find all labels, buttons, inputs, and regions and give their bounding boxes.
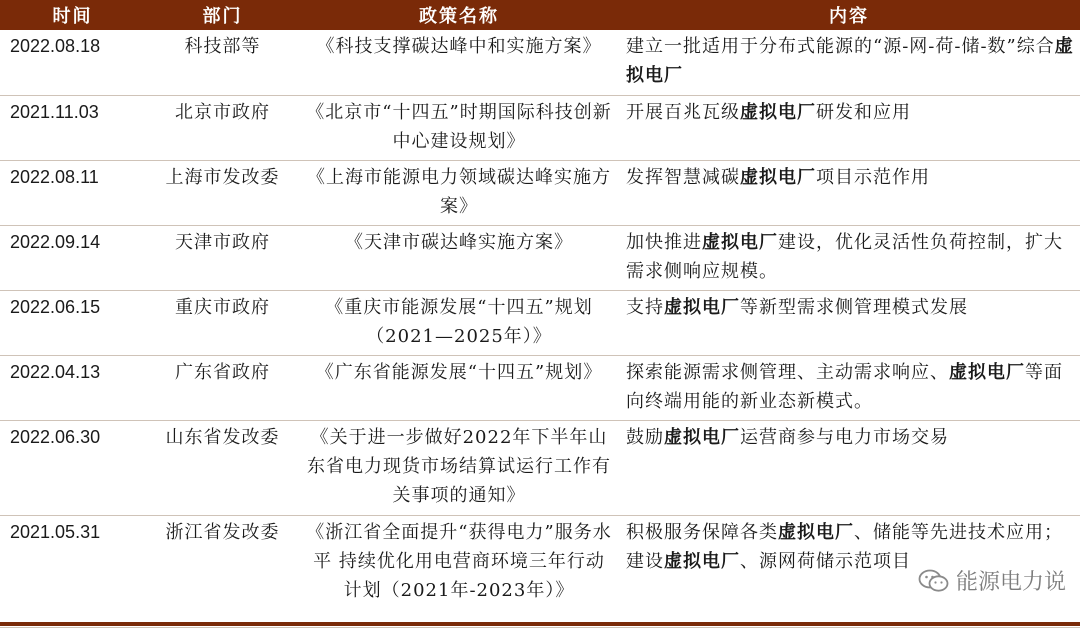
date-cell: 2022.06.15: [0, 290, 145, 355]
highlight-text: 虚拟电厂: [778, 521, 854, 543]
content-cell: [618, 160, 1080, 225]
department-cell: 天津市政府: [145, 225, 300, 290]
content-text: 积极服务保障各类: [626, 521, 778, 543]
content-cell: [618, 95, 1080, 160]
header-department: 部门: [145, 0, 300, 30]
table-row: [0, 355, 1080, 420]
date-cell: 2022.09.14: [0, 225, 145, 290]
header-content: 内容: [618, 0, 1080, 30]
content-text: 运营商参与电力市场交易: [740, 426, 949, 448]
policy-name-cell: 《天津市碳达峰实施方案》: [300, 225, 618, 290]
content-text: 建立一批适用于分布式能源的“源-网-荷-储-数”综合: [626, 36, 1055, 57]
policy-name-cell: 《北京市“十四五”时期国际科技创新中心建设规划》: [300, 95, 618, 160]
content-cell: [618, 225, 1080, 290]
highlight-text: 虚拟电厂: [949, 361, 1025, 383]
content-cell: [618, 30, 1080, 95]
highlight-text: 虚拟电厂: [664, 296, 740, 318]
table-row: [0, 160, 1080, 225]
policy-name-cell: 《重庆市能源发展“十四五”规划（2021—2025年）》: [300, 290, 618, 355]
content-text: 等新型需求侧管理模式发展: [740, 296, 968, 318]
content-text: 、储能等先进技术应用；建设: [626, 521, 1063, 572]
content-cell: [618, 355, 1080, 420]
content-text: 支持: [626, 296, 664, 318]
table-row: [0, 420, 1080, 515]
bottom-bar: [0, 622, 1080, 626]
content-text: 鼓励: [626, 426, 664, 448]
wechat-icon: [918, 568, 950, 594]
policy-name-cell: 《浙江省全面提升“获得电力”服务水平 持续优化用电营商环境三年行动计划（2021年-2023年）》: [300, 515, 618, 627]
highlight-text: 虚拟电厂: [740, 101, 816, 123]
policy-name-cell: 《上海市能源电力领域碳达峰实施方案》: [300, 160, 618, 225]
date-cell: 2022.06.30: [0, 420, 145, 515]
department-cell: 广东省政府: [145, 355, 300, 420]
highlight-text: 虚拟电厂: [740, 166, 816, 188]
department-cell: 重庆市政府: [145, 290, 300, 355]
header-policy-name: 政策名称: [300, 0, 618, 30]
department-cell: 上海市发改委: [145, 160, 300, 225]
content-text: 探索能源需求侧管理、主动需求响应、: [626, 361, 949, 383]
policy-name-cell: 《关于进一步做好2022年下半年山东省电力现货市场结算试运行工作有关事项的通知》: [300, 420, 618, 515]
table-row: [0, 290, 1080, 355]
date-cell: 2021.05.31: [0, 515, 145, 627]
highlight-text: 虚拟电厂: [664, 550, 740, 572]
header-time: 时间: [0, 0, 145, 30]
date-cell: 2021.11.03: [0, 95, 145, 160]
content-text: 发挥智慧减碳: [626, 166, 740, 188]
content-text: 、源网荷储示范项目: [740, 550, 911, 572]
content-text: 开展百兆瓦级: [626, 101, 740, 123]
department-cell: 科技部等: [145, 30, 300, 95]
policy-name-cell: 《科技支撑碳达峰中和实施方案》: [300, 30, 618, 95]
department-cell: 山东省发改委: [145, 420, 300, 515]
date-cell: 2022.08.11: [0, 160, 145, 225]
content-text: 等面向终端用能的新业态新模式。: [626, 361, 1063, 412]
content-text: 加快推进: [626, 231, 702, 253]
highlight-text: 虚拟电厂: [626, 36, 1074, 86]
watermark-text: 能源电力说: [955, 570, 1066, 595]
content-text: 项目示范作用: [816, 166, 930, 188]
highlight-text: 虚拟电厂: [702, 231, 778, 253]
table-row: [0, 30, 1080, 95]
content-cell: [618, 290, 1080, 355]
policy-name-cell: 《广东省能源发展“十四五”规划》: [300, 355, 618, 420]
department-cell: 浙江省发改委: [145, 515, 300, 627]
date-cell: 2022.08.18: [0, 30, 145, 95]
table-row: [0, 225, 1080, 290]
header-row: [0, 0, 1080, 30]
content-cell: [618, 420, 1080, 515]
date-cell: 2022.04.13: [0, 355, 145, 420]
content-text: 建设，优化灵活性负荷控制，扩大需求侧响应规模。: [626, 231, 1063, 282]
highlight-text: 虚拟电厂: [664, 426, 740, 448]
content-text: 研发和应用: [816, 101, 911, 123]
watermark: [918, 565, 1066, 596]
department-cell: 北京市政府: [145, 95, 300, 160]
table-row: [0, 95, 1080, 160]
